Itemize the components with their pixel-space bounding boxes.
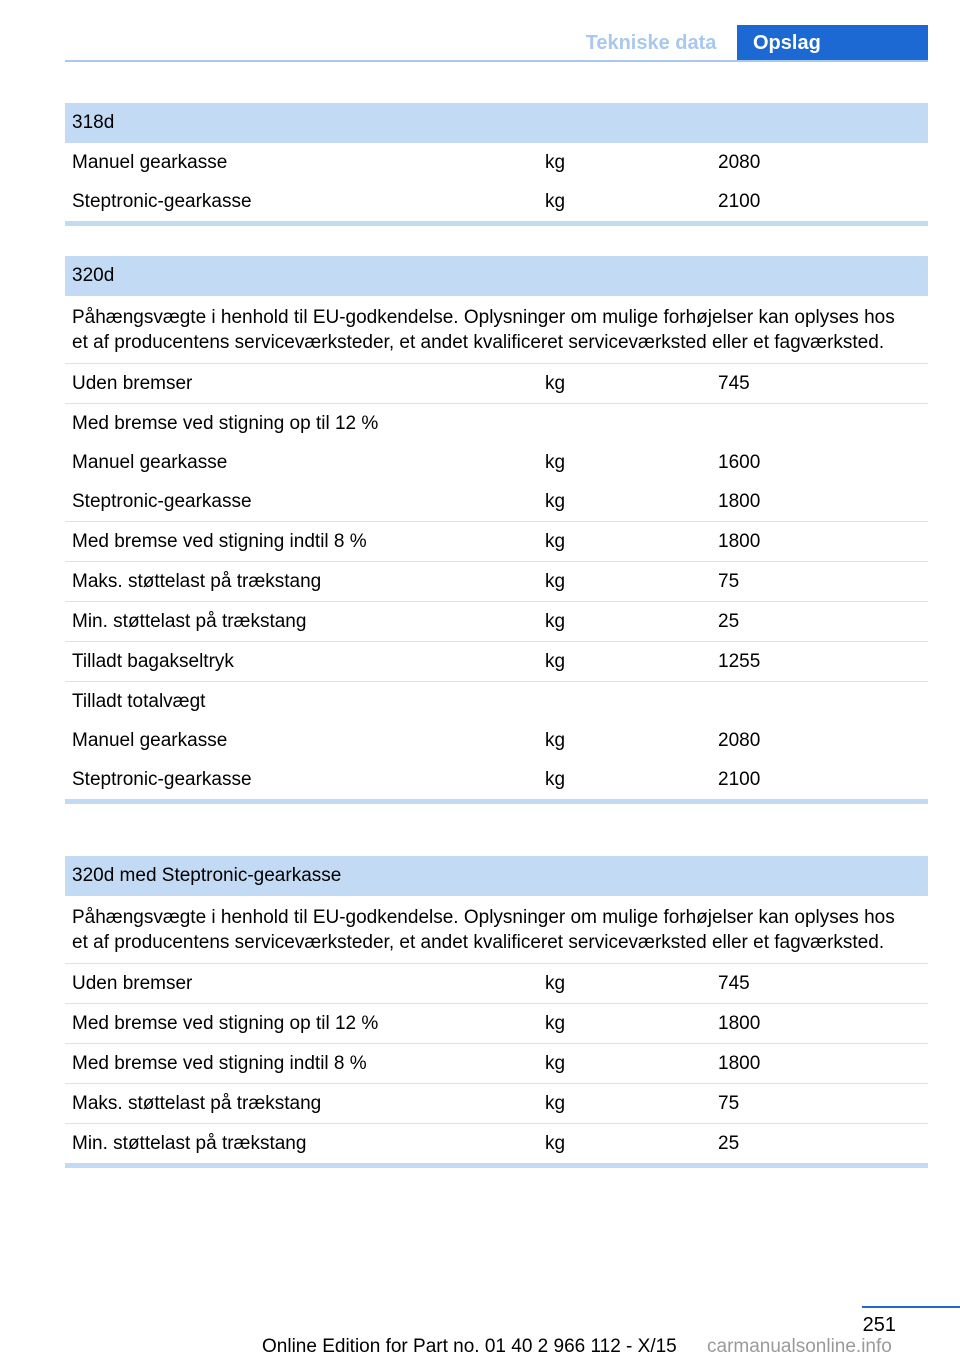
row-value: 2100 (718, 769, 761, 790)
row-label: Uden bremser (72, 373, 193, 394)
table-row (65, 443, 928, 482)
row-unit: kg (545, 1133, 566, 1154)
row-value: 2080 (718, 730, 761, 751)
row-label: Med bremse ved stigning op til 12 % (72, 413, 379, 434)
footer-rule (862, 1306, 960, 1308)
row-unit: kg (545, 1053, 566, 1074)
edition-info: Online Edition for Part no. 01 40 2 966 112 - X/15 (262, 1336, 677, 1357)
row-value: 1800 (718, 491, 761, 512)
table-note: Påhængsvægte i henhold til EU-godkendelse. Oplysninger om mulige forhøjelser kan oplyses hos et af producentens serviceværksteder, et andet kvalificeret serviceværksted eller et fagværksted. (72, 307, 895, 353)
row-label: Steptronic-gearkasse (72, 191, 252, 212)
row-value: 745 (718, 973, 750, 994)
row-unit: kg (545, 491, 566, 512)
table-row (65, 601, 928, 641)
table-row (65, 561, 928, 601)
row-label: Med bremse ved stigning indtil 8 % (72, 531, 367, 552)
table-320d-steptronic (65, 856, 928, 1168)
row-label: Maks. støttelast på trækstang (72, 571, 322, 592)
row-value: 745 (718, 373, 750, 394)
table-row (65, 1003, 928, 1043)
row-value: 25 (718, 611, 740, 632)
table-row (65, 760, 928, 799)
row-value: 25 (718, 1133, 740, 1154)
table-320d (65, 256, 928, 804)
table-row (65, 1083, 928, 1123)
row-label: Manuel gearkasse (72, 730, 228, 751)
row-label: Manuel gearkasse (72, 452, 228, 473)
row-value: 1800 (718, 531, 761, 552)
row-label: Uden bremser (72, 973, 193, 994)
row-label: Min. støttelast på trækstang (72, 611, 307, 632)
header-rule (65, 60, 928, 62)
row-unit: kg (545, 730, 566, 751)
row-unit: kg (545, 611, 566, 632)
table-title: 320d (65, 256, 928, 296)
row-unit: kg (545, 1093, 566, 1114)
table-row (65, 482, 928, 521)
row-unit: kg (545, 571, 566, 592)
row-unit: kg (545, 152, 566, 173)
table-row (65, 1043, 928, 1083)
row-value: 2100 (718, 191, 761, 212)
row-unit: kg (545, 373, 566, 394)
table-row (65, 721, 928, 760)
row-unit: kg (545, 191, 566, 212)
table-row (65, 963, 928, 1003)
section-tab[interactable]: Opslag (737, 25, 928, 62)
row-unit: kg (545, 769, 566, 790)
row-label: Steptronic-gearkasse (72, 769, 252, 790)
row-label: Med bremse ved stigning op til 12 % (72, 1013, 379, 1034)
table-title: 318d (65, 103, 928, 143)
row-unit: kg (545, 531, 566, 552)
row-unit: kg (545, 1013, 566, 1034)
table-row (65, 182, 928, 221)
section-title: Tekniske data (585, 32, 717, 54)
table-318d (65, 103, 928, 226)
row-label: Tilladt totalvægt (72, 691, 206, 712)
table-end-rule (65, 1163, 928, 1168)
row-value: 75 (718, 1093, 740, 1114)
row-unit: kg (545, 452, 566, 473)
row-unit: kg (545, 651, 566, 672)
row-label: Maks. støttelast på trækstang (72, 1093, 322, 1114)
table-row (65, 1123, 928, 1163)
page-number: 251 (862, 1314, 896, 1336)
table-note: Påhængsvægte i henhold til EU-godkendelse. Oplysninger om mulige forhøjelser kan oplyses hos et af producentens serviceværksteder, et andet kvalificeret serviceværksted eller et fagværksted. (72, 907, 895, 953)
row-label: Med bremse ved stigning indtil 8 % (72, 1053, 367, 1074)
table-end-rule (65, 799, 928, 804)
row-value: 1600 (718, 452, 761, 473)
table-row (65, 403, 928, 443)
table-row (65, 521, 928, 561)
row-value: 1800 (718, 1053, 761, 1074)
table-title: 320d med Steptronic-gearkasse (65, 856, 928, 896)
table-end-rule (65, 221, 928, 226)
table-row (65, 363, 928, 403)
watermark: carmanualsonline.info (707, 1336, 892, 1357)
table-row (65, 143, 928, 182)
row-label: Min. støttelast på trækstang (72, 1133, 307, 1154)
row-value: 1800 (718, 1013, 761, 1034)
row-value: 2080 (718, 152, 761, 173)
row-label: Steptronic-gearkasse (72, 491, 252, 512)
row-value: 75 (718, 571, 740, 592)
table-row (65, 641, 928, 681)
table-row (65, 681, 928, 721)
row-unit: kg (545, 973, 566, 994)
row-label: Tilladt bagakseltryk (72, 651, 234, 672)
row-label: Manuel gearkasse (72, 152, 228, 173)
row-value: 1255 (718, 651, 761, 672)
